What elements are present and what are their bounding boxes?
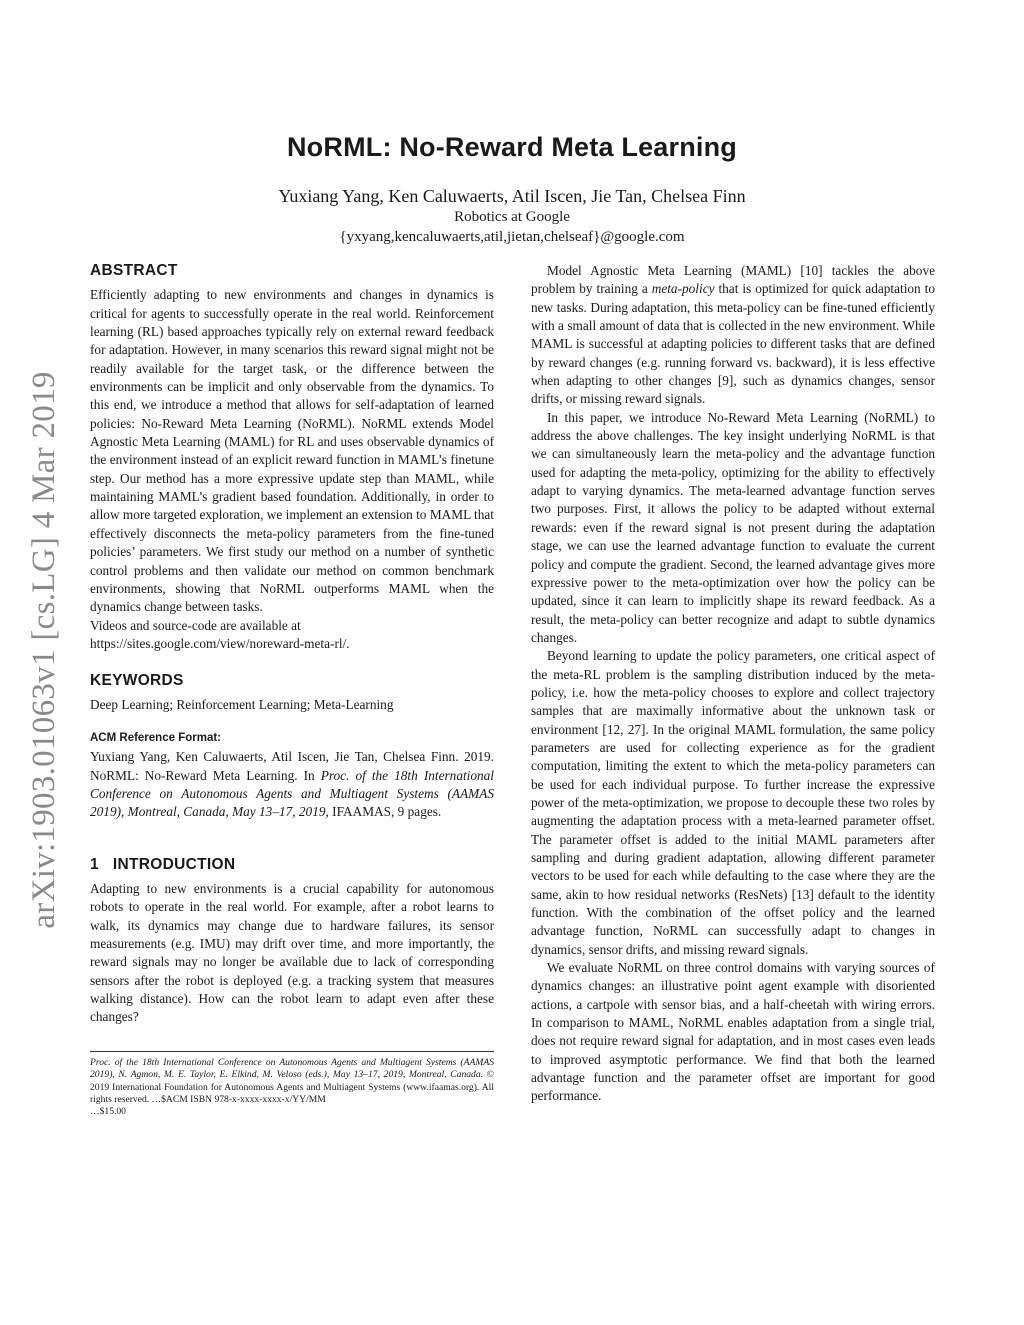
author-list: Yuxiang Yang, Ken Caluwaerts, Atil Iscen, Jie Tan, Chelsea Finn (278, 186, 746, 206)
keywords-heading: KEYWORDS (90, 672, 184, 690)
affiliation: Robotics at Google (454, 209, 570, 225)
section-title: INTRODUCTION (112, 855, 236, 873)
paper-title: NoRML: No-Reward Meta Learning (286, 132, 737, 162)
conference-footnote (90, 1057, 494, 1107)
author-emails: {yxyang,kencaluwaerts,atil,jietan,chelseaf}@google.com (339, 229, 685, 245)
right-paragraph-4: We evaluate NoRML on three control domains with varying sources of dynamics changes: an illustrative point agent example with disoriented actions, a cartpole with sensor bias, and a half-cheetah with wiring errors. In comparison to MAML, NoRML enables adaptation from a single trial, does not require reward signal for adaptation, and in most cases even leads to improved asymptotic performance. We find that both the learned advantage function and the parameter offset are important for good performance. (531, 960, 935, 1104)
p1-emphasis: meta-policy (651, 281, 715, 297)
arxiv-identifier-stamp: arXiv:1903.01063v1 [cs.LG] 4 Mar 2019 (26, 371, 62, 929)
right-paragraph-1 (531, 262, 935, 409)
right-column (531, 262, 935, 1106)
abstract-videos-line: Videos and source-code are available at https://sites.google.com/view/noreward-meta-rl/. (90, 617, 350, 651)
footnote-price: …$15.00 (90, 1106, 126, 1118)
acm-reference-authors: Yuxiang Yang, Ken Caluwaerts, Atil Iscen, Jie Tan, Chelsea Finn. 2019. NoRML: No-Reward Meta Learning. In (90, 749, 494, 783)
abstract-body: Efficiently adapting to new environments and changes in dynamics is critical for agents to successfully operate in the real world. Reinforcement learning (RL) based approaches typically rely on external reward feedback for adaptation. However, in many scenarios this reward signal might not be readily available for the target task, or the difference between the environments can be implicit and only observable from the dynamics. To this end, we introduce a method that allows for self-adaptation of learned policies: No-Reward Meta Learning (NoRML). NoRML extends Model Agnostic Meta Learning (MAML) for RL and uses observable dynamics of the environment instead of an explicit reward function in MAML’s finetune step. Our method has a more expressive update step than MAML, while maintaining MAML’s gradient based foundation. Additionally, in order to allow more targeted exploration, we implement an extension to MAML that effectively disconnects the meta-policy parameters from the fine-tuned policies’ parameters. We first study our method on a number of synthetic control problems and then validate our method on common benchmark environments, showing that NoRML outperforms MAML when the dynamics change between tasks. (90, 287, 494, 615)
footnote-divider (90, 1051, 494, 1052)
left-column (90, 262, 494, 1119)
acm-reference-venue: Proc. of the 18th International Conference on Autonomous Agents and Multiagent Systems (AAMAS 2019), Montreal, Canada, May 13–17, 2019, (90, 767, 494, 820)
right-paragraph-2: In this paper, we introduce No-Reward Meta Learning (NoRML) to address the above challenges. The key insight underlying NoRML is that we can simultaneously learn the meta-policy and the advantage function used for adapting the meta-policy, optimizing for the ability to effectively adapt to varying dynamics. The meta-learned advantage function serves two purposes. First, it allows the policy to be adapted without external rewards: even if the reward signal is not present during the adaptation stage, we can use the learned advantage function to evaluate the current policy and compute the gradient. Second, the learned advantage gives more expressive power to the meta-optimization over how the policy can be updated, since it can learn to implicitly shape its reward feedback. As a result, the meta-policy can better recognize and adapt to subtle dynamics changes. (531, 409, 935, 645)
footnote-copyright: © 2019 International Foundation for Autonomous Agents and Multiagent Systems (www.ifaamas.org). All rights reserved. …$ACM ISBN 978-x-xxxx-xxxx-x/YY/MM (90, 1069, 494, 1105)
p1-text-a: Model Agnostic Meta Learning (MAML) [10] tackles the above problem by training a (531, 263, 935, 297)
introduction-paragraph-1: Adapting to new environments is a crucial capability for autonomous robots to operate in the real world. For example, after a robot learns to walk, its dynamics may change due to hardware failures, its sensor measurements (e.g. IMU) may drift over time, and more importantly, the reward signals may no longer be available due to lack of corresponding sensors after the robot is deployed (e.g. a tracking system that measures walking distance). How can the robot learn to adapt even after these changes? (90, 880, 494, 1025)
section-number: 1 (90, 855, 99, 873)
acm-reference-body (90, 748, 494, 821)
p1-text-b: that is optimized for quick adaptation to new tasks. During adaptation, this meta-policy can be fine-tuned efficiently with a small amount of data that is collected in the new environment. While MAML is successful at adapting policies to different tasks that are defined by reward changes (e.g. running forward vs. backward), it is less effective when adapting to other changes [9], such as dynamics changes, sensor drifts, or missing reward signals. (531, 281, 935, 407)
acm-reference-heading: ACM Reference Format: (90, 731, 221, 744)
introduction-heading (90, 856, 494, 874)
right-paragraph-3: Beyond learning to update the policy parameters, one critical aspect of the meta-RL problem is the sampling distribution induced by the meta-policy, i.e. how the meta-policy chooses to explore and collect trajectory samples that are maximally informative about the unknown task or environment [12, 27]. In the original MAML formulation, the same policy parameters are used for collecting experience as for the gradient computation, limiting the extent to which the meta-policy parameters can be used for each individual purpose. To further increase the expressive power of the meta-optimization, we propose to decouple these two roles by augmenting the adaptation process with a meta-learned parameter offset. The parameter offset is added to the initial MAML parameters after sampling and during gradient adaptation, allowing different parameter vectors to be used for each while defaulting to the case where they are the same, akin to how residual networks (ResNets) [13] default to the identity function. With the combination of the offset policy and the learned advantage function, NoRML can successfully adapt to changes in dynamics, sensor drifts, and missing reward signals. (531, 648, 935, 957)
footnote-proceedings: Proc. of the 18th International Conference on Autonomous Agents and Multiagent Systems (AAMAS 2019), N. Agmon, M. E. Taylor, E. Elkind, M. Veloso (eds.), May 13–17, 2019, Montreal, Canada. (90, 1056, 494, 1081)
keywords-body: Deep Learning; Reinforcement Learning; Meta-Learning (90, 696, 394, 712)
acm-reference-tail: IFAAMAS, 9 pages. (328, 804, 442, 820)
abstract-heading: ABSTRACT (90, 262, 178, 279)
